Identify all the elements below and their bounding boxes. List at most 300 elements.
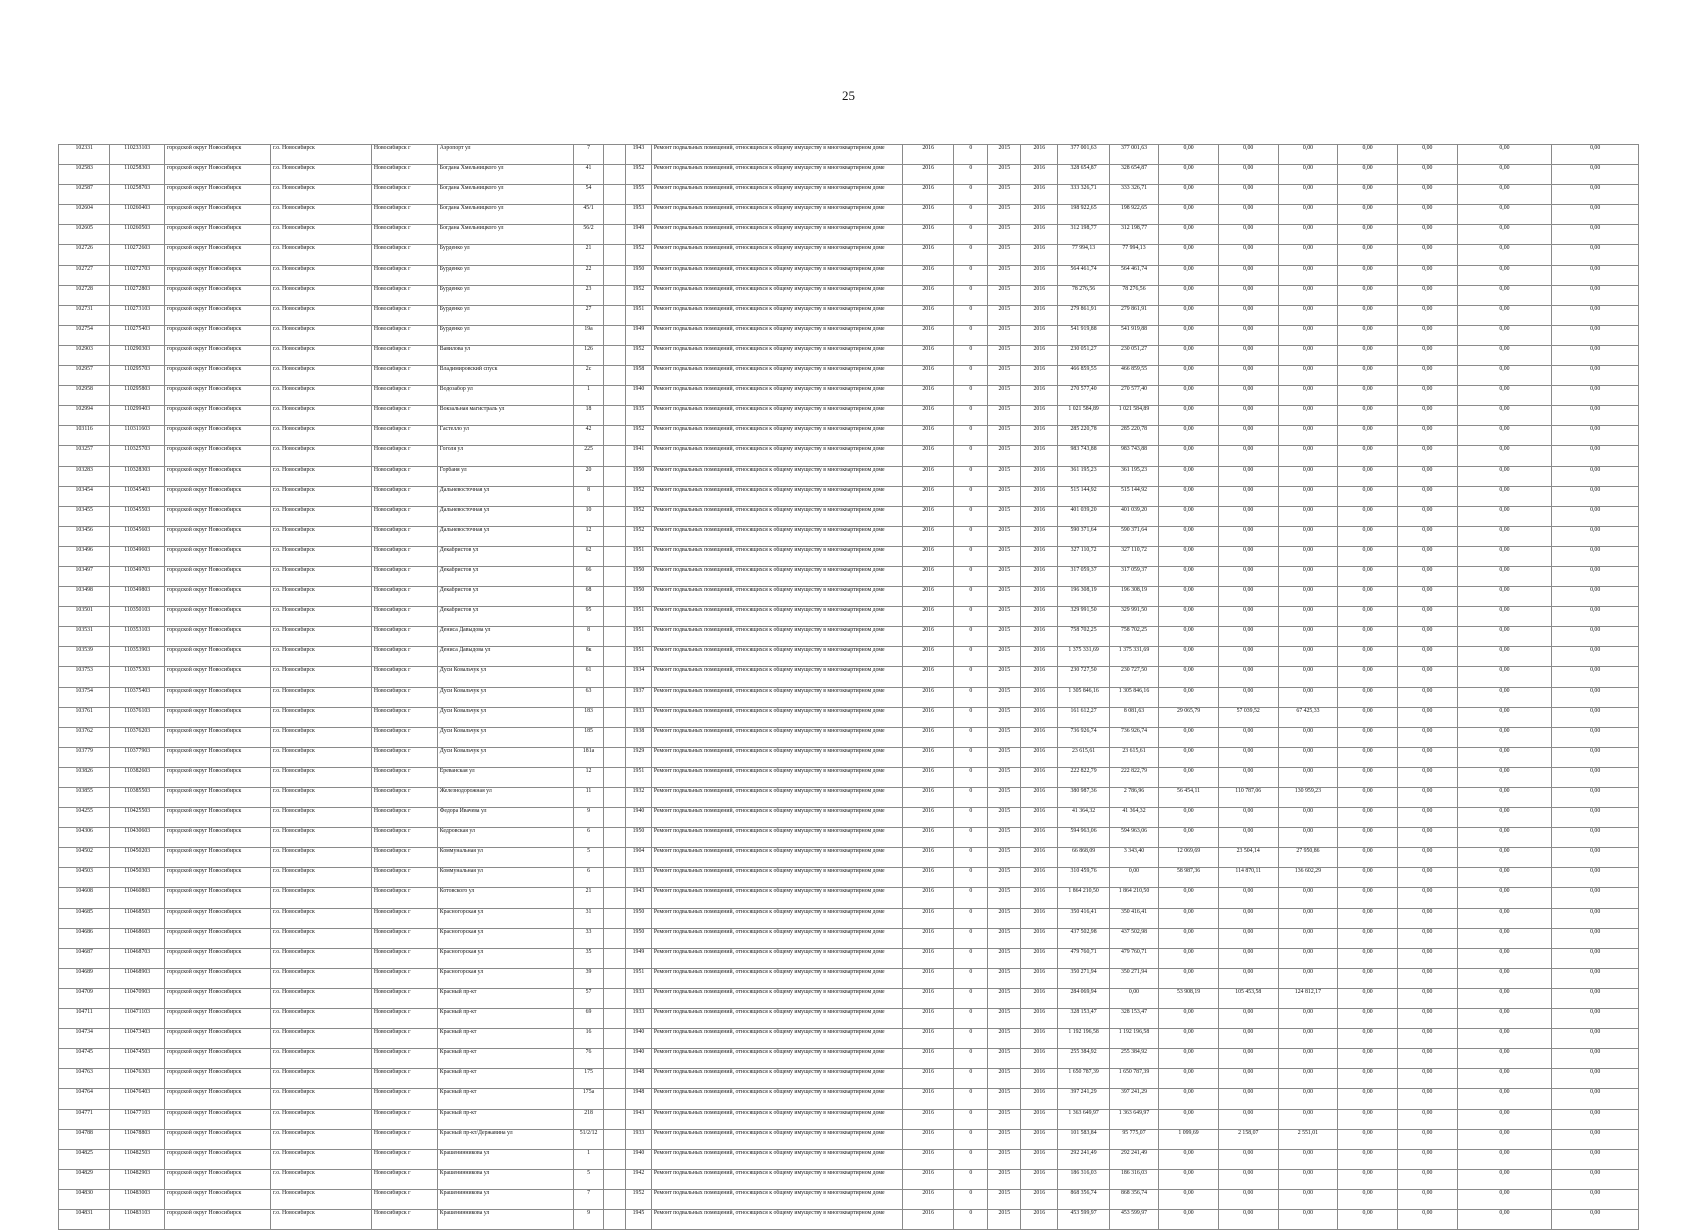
cost-cell: 0,00 xyxy=(1457,727,1552,747)
start-year-cell: 2015 xyxy=(988,1029,1021,1049)
built-year-cell: 1952 xyxy=(626,486,652,506)
fund-cost-cell: 279 861,91 xyxy=(1109,305,1158,325)
start-year-cell: 2015 xyxy=(988,1069,1021,1089)
built-year-cell: 1933 xyxy=(626,988,652,1008)
start-year-cell: 2015 xyxy=(988,1189,1021,1209)
table-row xyxy=(59,245,1639,265)
cost-cell: 0,00 xyxy=(1457,687,1552,707)
code-cell: 110295703 xyxy=(110,366,165,386)
street-cell: Декабристов ул xyxy=(437,587,573,607)
repair-program-table xyxy=(58,144,1639,1230)
id-cell: 102903 xyxy=(59,345,110,365)
end-year-cell: 2016 xyxy=(1021,366,1058,386)
city-cell: Новосибирск г xyxy=(371,1069,437,1089)
cost-cell: 0,00 xyxy=(1159,1069,1219,1089)
fund-cost-cell: 479 760,71 xyxy=(1109,948,1158,968)
id-cell: 104689 xyxy=(59,968,110,988)
table-row xyxy=(59,587,1639,607)
built-year-cell: 1904 xyxy=(626,848,652,868)
cost-cell: 0,00 xyxy=(1338,566,1398,586)
id-cell: 103779 xyxy=(59,747,110,767)
cost-cell: 0,00 xyxy=(1278,506,1338,526)
okrug-cell: городской округ Новосибирск xyxy=(165,1189,271,1209)
empty-cell xyxy=(604,1189,626,1209)
street-cell: Красногорская ул xyxy=(437,908,573,928)
built-year-cell: 1952 xyxy=(626,426,652,446)
code-cell: 110349703 xyxy=(110,566,165,586)
built-year-cell: 1952 xyxy=(626,285,652,305)
work-type-cell: Ремонт подвальных помещений, относящихся к общему имуществу в многоквартирном доме xyxy=(651,366,902,386)
house-cell: 5 xyxy=(573,848,604,868)
table-row xyxy=(59,908,1639,928)
end-year-cell: 2016 xyxy=(1021,546,1058,566)
id-cell: 103116 xyxy=(59,426,110,446)
work-type-cell: Ремонт подвальных помещений, относящихся к общему имуществу в многоквартирном доме xyxy=(651,747,902,767)
cost-cell: 0,00 xyxy=(1397,145,1457,165)
table-row xyxy=(59,165,1639,185)
year-cell: 2016 xyxy=(902,265,953,285)
work-type-cell: Ремонт подвальных помещений, относящихся к общему имуществу в многоквартирном доме xyxy=(651,647,902,667)
go-cell: г.о. Новосибирск xyxy=(271,587,372,607)
cost-cell: 0,00 xyxy=(1552,1209,1639,1229)
cost-cell: 0,00 xyxy=(1278,587,1338,607)
empty-cell xyxy=(604,145,626,165)
cost-cell: 0,00 xyxy=(1397,1209,1457,1229)
cost-cell: 0,00 xyxy=(1397,707,1457,727)
okrug-cell: городской округ Новосибирск xyxy=(165,888,271,908)
built-year-cell: 1934 xyxy=(626,667,652,687)
cost-cell: 0,00 xyxy=(1397,406,1457,426)
total-cost-cell: 312 198,77 xyxy=(1058,225,1109,245)
work-type-cell: Ремонт подвальных помещений, относящихся к общему имуществу в многоквартирном доме xyxy=(651,1069,902,1089)
house-cell: 126 xyxy=(573,345,604,365)
cost-cell: 0,00 xyxy=(1218,1189,1278,1209)
end-year-cell: 2016 xyxy=(1021,1069,1058,1089)
street-cell: Крашенинникова ул xyxy=(437,1169,573,1189)
code-cell: 110476303 xyxy=(110,1069,165,1089)
cost-cell: 0,00 xyxy=(1338,1009,1398,1029)
cost-cell: 0,00 xyxy=(1338,687,1398,707)
work-type-cell: Ремонт подвальных помещений, относящихся к общему имуществу в многоквартирном доме xyxy=(651,345,902,365)
cost-cell: 0,00 xyxy=(1457,1169,1552,1189)
start-year-cell: 2015 xyxy=(988,446,1021,466)
start-year-cell: 2015 xyxy=(988,647,1021,667)
zero-cell: 0 xyxy=(954,848,988,868)
year-cell: 2016 xyxy=(902,667,953,687)
cost-cell: 0,00 xyxy=(1457,968,1552,988)
street-cell: Крашенинникова ул xyxy=(437,1189,573,1209)
built-year-cell: 1952 xyxy=(626,245,652,265)
end-year-cell: 2016 xyxy=(1021,828,1058,848)
end-year-cell: 2016 xyxy=(1021,868,1058,888)
start-year-cell: 2015 xyxy=(988,366,1021,386)
cost-cell: 0,00 xyxy=(1278,486,1338,506)
cost-cell: 0,00 xyxy=(1159,506,1219,526)
city-cell: Новосибирск г xyxy=(371,566,437,586)
city-cell: Новосибирск г xyxy=(371,245,437,265)
cost-cell: 0,00 xyxy=(1218,165,1278,185)
code-cell: 110349803 xyxy=(110,587,165,607)
fund-cost-cell: 186 316,03 xyxy=(1109,1169,1158,1189)
cost-cell: 0,00 xyxy=(1278,366,1338,386)
cost-cell: 0,00 xyxy=(1457,1069,1552,1089)
cost-cell: 0,00 xyxy=(1218,1029,1278,1049)
street-cell: Красный пр-кт xyxy=(437,1109,573,1129)
empty-cell xyxy=(604,1029,626,1049)
cost-cell: 53 908,19 xyxy=(1159,988,1219,1008)
id-cell: 104255 xyxy=(59,808,110,828)
go-cell: г.о. Новосибирск xyxy=(271,868,372,888)
table-row xyxy=(59,1209,1639,1229)
cost-cell: 0,00 xyxy=(1457,526,1552,546)
cost-cell: 0,00 xyxy=(1552,607,1639,627)
year-cell: 2016 xyxy=(902,546,953,566)
go-cell: г.о. Новосибирск xyxy=(271,1109,372,1129)
work-type-cell: Ремонт подвальных помещений, относящихся к общему имуществу в многоквартирном доме xyxy=(651,305,902,325)
cost-cell: 0,00 xyxy=(1278,808,1338,828)
zero-cell: 0 xyxy=(954,868,988,888)
cost-cell: 0,00 xyxy=(1552,888,1639,908)
zero-cell: 0 xyxy=(954,1189,988,1209)
go-cell: г.о. Новосибирск xyxy=(271,928,372,948)
id-cell: 103753 xyxy=(59,667,110,687)
cost-cell: 0,00 xyxy=(1278,828,1338,848)
okrug-cell: городской округ Новосибирск xyxy=(165,1169,271,1189)
fund-cost-cell: 8 081,63 xyxy=(1109,707,1158,727)
cost-cell: 0,00 xyxy=(1397,466,1457,486)
city-cell: Новосибирск г xyxy=(371,707,437,727)
end-year-cell: 2016 xyxy=(1021,486,1058,506)
work-type-cell: Ремонт подвальных помещений, относящихся к общему имуществу в многоквартирном доме xyxy=(651,1149,902,1169)
go-cell: г.о. Новосибирск xyxy=(271,667,372,687)
fund-cost-cell: 1 864 210,50 xyxy=(1109,888,1158,908)
built-year-cell: 1953 xyxy=(626,205,652,225)
cost-cell: 0,00 xyxy=(1552,868,1639,888)
cost-cell: 0,00 xyxy=(1218,1209,1278,1229)
built-year-cell: 1948 xyxy=(626,1089,652,1109)
year-cell: 2016 xyxy=(902,988,953,1008)
go-cell: г.о. Новосибирск xyxy=(271,627,372,647)
street-cell: Декабристов ул xyxy=(437,546,573,566)
work-type-cell: Ремонт подвальных помещений, относящихся к общему имуществу в многоквартирном доме xyxy=(651,546,902,566)
cost-cell: 0,00 xyxy=(1457,305,1552,325)
house-cell: 185 xyxy=(573,727,604,747)
cost-cell: 0,00 xyxy=(1218,366,1278,386)
code-cell: 110468503 xyxy=(110,908,165,928)
cost-cell: 0,00 xyxy=(1552,165,1639,185)
table-row xyxy=(59,888,1639,908)
cost-cell: 0,00 xyxy=(1338,1209,1398,1229)
street-cell: Дуси Ковальчук ул xyxy=(437,747,573,767)
okrug-cell: городской округ Новосибирск xyxy=(165,305,271,325)
cost-cell: 0,00 xyxy=(1278,928,1338,948)
cost-cell: 0,00 xyxy=(1397,948,1457,968)
cost-cell: 0,00 xyxy=(1278,1149,1338,1169)
cost-cell: 0,00 xyxy=(1338,1129,1398,1149)
street-cell: Красный пр-кт/Державина ул xyxy=(437,1129,573,1149)
cost-cell: 0,00 xyxy=(1338,165,1398,185)
fund-cost-cell: 1 305 846,16 xyxy=(1109,687,1158,707)
house-cell: 6 xyxy=(573,868,604,888)
cost-cell: 0,00 xyxy=(1552,426,1639,446)
id-cell: 104829 xyxy=(59,1169,110,1189)
empty-cell xyxy=(604,627,626,647)
go-cell: г.о. Новосибирск xyxy=(271,948,372,968)
cost-cell: 0,00 xyxy=(1397,1129,1457,1149)
year-cell: 2016 xyxy=(902,466,953,486)
house-cell: 18 xyxy=(573,406,604,426)
street-cell: Дениса Давыдова ул xyxy=(437,647,573,667)
cost-cell: 0,00 xyxy=(1457,627,1552,647)
built-year-cell: 1945 xyxy=(626,1209,652,1229)
zero-cell: 0 xyxy=(954,546,988,566)
street-cell: Красный пр-кт xyxy=(437,1049,573,1069)
total-cost-cell: 401 039,20 xyxy=(1058,506,1109,526)
city-cell: Новосибирск г xyxy=(371,446,437,466)
page-number: 25 xyxy=(842,88,855,103)
table-row xyxy=(59,265,1639,285)
city-cell: Новосибирск г xyxy=(371,185,437,205)
cost-cell: 0,00 xyxy=(1159,747,1219,767)
end-year-cell: 2016 xyxy=(1021,566,1058,586)
cost-cell: 0,00 xyxy=(1552,928,1639,948)
work-type-cell: Ремонт подвальных помещений, относящихся к общему имуществу в многоквартирном доме xyxy=(651,767,902,787)
end-year-cell: 2016 xyxy=(1021,1049,1058,1069)
cost-cell: 0,00 xyxy=(1338,1089,1398,1109)
okrug-cell: городской округ Новосибирск xyxy=(165,366,271,386)
cost-cell: 0,00 xyxy=(1397,1089,1457,1109)
cost-cell: 110 787,06 xyxy=(1218,788,1278,808)
street-cell: Богдана Хмельницкого ул xyxy=(437,185,573,205)
cost-cell: 0,00 xyxy=(1457,1209,1552,1229)
end-year-cell: 2016 xyxy=(1021,647,1058,667)
total-cost-cell: 736 926,74 xyxy=(1058,727,1109,747)
cost-cell: 0,00 xyxy=(1457,788,1552,808)
empty-cell xyxy=(604,607,626,627)
zero-cell: 0 xyxy=(954,185,988,205)
cost-cell: 0,00 xyxy=(1159,466,1219,486)
year-cell: 2016 xyxy=(902,607,953,627)
work-type-cell: Ремонт подвальных помещений, относящихся к общему имуществу в многоквартирном доме xyxy=(651,245,902,265)
work-type-cell: Ремонт подвальных помещений, относящихся к общему имуществу в многоквартирном доме xyxy=(651,1129,902,1149)
cost-cell: 0,00 xyxy=(1218,546,1278,566)
year-cell: 2016 xyxy=(902,1109,953,1129)
cost-cell: 0,00 xyxy=(1218,587,1278,607)
zero-cell: 0 xyxy=(954,928,988,948)
go-cell: г.о. Новосибирск xyxy=(271,727,372,747)
cost-cell: 0,00 xyxy=(1159,325,1219,345)
okrug-cell: городской округ Новосибирск xyxy=(165,908,271,928)
id-cell: 104687 xyxy=(59,948,110,968)
house-cell: 42 xyxy=(573,426,604,446)
start-year-cell: 2015 xyxy=(988,1049,1021,1069)
start-year-cell: 2015 xyxy=(988,727,1021,747)
built-year-cell: 1949 xyxy=(626,325,652,345)
cost-cell: 0,00 xyxy=(1278,667,1338,687)
fund-cost-cell: 594 963,06 xyxy=(1109,828,1158,848)
year-cell: 2016 xyxy=(902,486,953,506)
id-cell: 104711 xyxy=(59,1009,110,1029)
street-cell: Декабристов ул xyxy=(437,607,573,627)
zero-cell: 0 xyxy=(954,145,988,165)
id-cell: 103498 xyxy=(59,587,110,607)
cost-cell: 0,00 xyxy=(1218,486,1278,506)
work-type-cell: Ремонт подвальных помещений, относящихся к общему имуществу в многоквартирном доме xyxy=(651,1109,902,1129)
city-cell: Новосибирск г xyxy=(371,627,437,647)
cost-cell: 0,00 xyxy=(1278,526,1338,546)
code-cell: 110233103 xyxy=(110,145,165,165)
fund-cost-cell: 328 654,87 xyxy=(1109,165,1158,185)
cost-cell: 0,00 xyxy=(1552,1029,1639,1049)
go-cell: г.о. Новосибирск xyxy=(271,647,372,667)
cost-cell: 0,00 xyxy=(1397,928,1457,948)
cost-cell: 2 551,01 xyxy=(1278,1129,1338,1149)
year-cell: 2016 xyxy=(902,366,953,386)
table-row xyxy=(59,687,1639,707)
cost-cell: 0,00 xyxy=(1457,868,1552,888)
work-type-cell: Ремонт подвальных помещений, относящихся к общему имуществу в многоквартирном доме xyxy=(651,566,902,586)
work-type-cell: Ремонт подвальных помещений, относящихся к общему имуществу в многоквартирном доме xyxy=(651,627,902,647)
cost-cell: 0,00 xyxy=(1457,1129,1552,1149)
id-cell: 103283 xyxy=(59,466,110,486)
fund-cost-cell: 3 343,40 xyxy=(1109,848,1158,868)
cost-cell: 0,00 xyxy=(1218,687,1278,707)
cost-cell: 136 602,29 xyxy=(1278,868,1338,888)
cost-cell: 0,00 xyxy=(1457,828,1552,848)
empty-cell xyxy=(604,506,626,526)
cost-cell: 0,00 xyxy=(1552,988,1639,1008)
empty-cell xyxy=(604,788,626,808)
end-year-cell: 2016 xyxy=(1021,386,1058,406)
end-year-cell: 2016 xyxy=(1021,145,1058,165)
cost-cell: 0,00 xyxy=(1218,1169,1278,1189)
table-row xyxy=(59,546,1639,566)
table-row xyxy=(59,767,1639,787)
table-row xyxy=(59,848,1639,868)
okrug-cell: городской округ Новосибирск xyxy=(165,727,271,747)
total-cost-cell: 868 356,74 xyxy=(1058,1189,1109,1209)
start-year-cell: 2015 xyxy=(988,225,1021,245)
cost-cell: 0,00 xyxy=(1552,1089,1639,1109)
street-cell: Крашенинникова ул xyxy=(437,1209,573,1229)
street-cell: Дуси Ковальчук ул xyxy=(437,727,573,747)
cost-cell: 0,00 xyxy=(1457,325,1552,345)
fund-cost-cell: 41 364,32 xyxy=(1109,808,1158,828)
total-cost-cell: 515 144,92 xyxy=(1058,486,1109,506)
work-type-cell: Ремонт подвальных помещений, относящихся к общему имуществу в многоквартирном доме xyxy=(651,707,902,727)
built-year-cell: 1951 xyxy=(626,767,652,787)
empty-cell xyxy=(604,767,626,787)
cost-cell: 0,00 xyxy=(1159,285,1219,305)
end-year-cell: 2016 xyxy=(1021,848,1058,868)
work-type-cell: Ремонт подвальных помещений, относящихся к общему имуществу в многоквартирном доме xyxy=(651,868,902,888)
empty-cell xyxy=(604,1169,626,1189)
cost-cell: 0,00 xyxy=(1338,1109,1398,1129)
cost-cell: 0,00 xyxy=(1552,245,1639,265)
street-cell: Бурденко ул xyxy=(437,305,573,325)
table-row xyxy=(59,566,1639,586)
okrug-cell: городской округ Новосибирск xyxy=(165,1049,271,1069)
built-year-cell: 1958 xyxy=(626,366,652,386)
cost-cell: 0,00 xyxy=(1457,607,1552,627)
house-cell: 5 xyxy=(573,1169,604,1189)
table-row xyxy=(59,707,1639,727)
house-cell: 175 xyxy=(573,1069,604,1089)
zero-cell: 0 xyxy=(954,285,988,305)
end-year-cell: 2016 xyxy=(1021,988,1058,1008)
work-type-cell: Ремонт подвальных помещений, относящихся к общему имуществу в многоквартирном доме xyxy=(651,988,902,1008)
work-type-cell: Ремонт подвальных помещений, относящихся к общему имуществу в многоквартирном доме xyxy=(651,1029,902,1049)
okrug-cell: городской округ Новосибирск xyxy=(165,386,271,406)
cost-cell: 0,00 xyxy=(1218,566,1278,586)
id-cell: 102958 xyxy=(59,386,110,406)
city-cell: Новосибирск г xyxy=(371,506,437,526)
cost-cell: 0,00 xyxy=(1218,1009,1278,1029)
id-cell: 103531 xyxy=(59,627,110,647)
year-cell: 2016 xyxy=(902,707,953,727)
cost-cell: 0,00 xyxy=(1397,506,1457,526)
street-cell: Владимировский спуск xyxy=(437,366,573,386)
id-cell: 104764 xyxy=(59,1089,110,1109)
city-cell: Новосибирск г xyxy=(371,386,437,406)
id-cell: 104830 xyxy=(59,1189,110,1209)
fund-cost-cell: 196 308,19 xyxy=(1109,587,1158,607)
empty-cell xyxy=(604,1129,626,1149)
fund-cost-cell: 255 384,92 xyxy=(1109,1049,1158,1069)
zero-cell: 0 xyxy=(954,526,988,546)
cost-cell: 0,00 xyxy=(1159,1209,1219,1229)
total-cost-cell: 186 316,03 xyxy=(1058,1169,1109,1189)
total-cost-cell: 255 384,92 xyxy=(1058,1049,1109,1069)
total-cost-cell: 230 727,50 xyxy=(1058,667,1109,687)
start-year-cell: 2015 xyxy=(988,667,1021,687)
street-cell: Коммунальная ул xyxy=(437,848,573,868)
total-cost-cell: 222 822,79 xyxy=(1058,767,1109,787)
year-cell: 2016 xyxy=(902,1189,953,1209)
empty-cell xyxy=(604,546,626,566)
cost-cell: 0,00 xyxy=(1397,687,1457,707)
year-cell: 2016 xyxy=(902,386,953,406)
code-cell: 110273103 xyxy=(110,305,165,325)
fund-cost-cell: 541 919,88 xyxy=(1109,325,1158,345)
start-year-cell: 2015 xyxy=(988,325,1021,345)
id-cell: 102587 xyxy=(59,185,110,205)
zero-cell: 0 xyxy=(954,426,988,446)
city-cell: Новосибирск г xyxy=(371,305,437,325)
empty-cell xyxy=(604,667,626,687)
street-cell: Красный пр-кт xyxy=(437,1069,573,1089)
street-cell: Красногорская ул xyxy=(437,928,573,948)
cost-cell: 0,00 xyxy=(1159,968,1219,988)
empty-cell xyxy=(604,587,626,607)
city-cell: Новосибирск г xyxy=(371,406,437,426)
table-row xyxy=(59,1109,1639,1129)
end-year-cell: 2016 xyxy=(1021,205,1058,225)
street-cell: Дальневосточная ул xyxy=(437,526,573,546)
year-cell: 2016 xyxy=(902,1129,953,1149)
fund-cost-cell: 397 241,29 xyxy=(1109,1089,1158,1109)
city-cell: Новосибирск г xyxy=(371,828,437,848)
fund-cost-cell: 983 743,88 xyxy=(1109,446,1158,466)
work-type-cell: Ремонт подвальных помещений, относящихся к общему имуществу в многоквартирном доме xyxy=(651,386,902,406)
fund-cost-cell: 77 994,13 xyxy=(1109,245,1158,265)
cost-cell: 0,00 xyxy=(1278,1049,1338,1069)
zero-cell: 0 xyxy=(954,788,988,808)
work-type-cell: Ремонт подвальных помещений, относящихся к общему имуществу в многоквартирном доме xyxy=(651,1049,902,1069)
code-cell: 110471103 xyxy=(110,1009,165,1029)
cost-cell: 0,00 xyxy=(1552,305,1639,325)
start-year-cell: 2015 xyxy=(988,848,1021,868)
